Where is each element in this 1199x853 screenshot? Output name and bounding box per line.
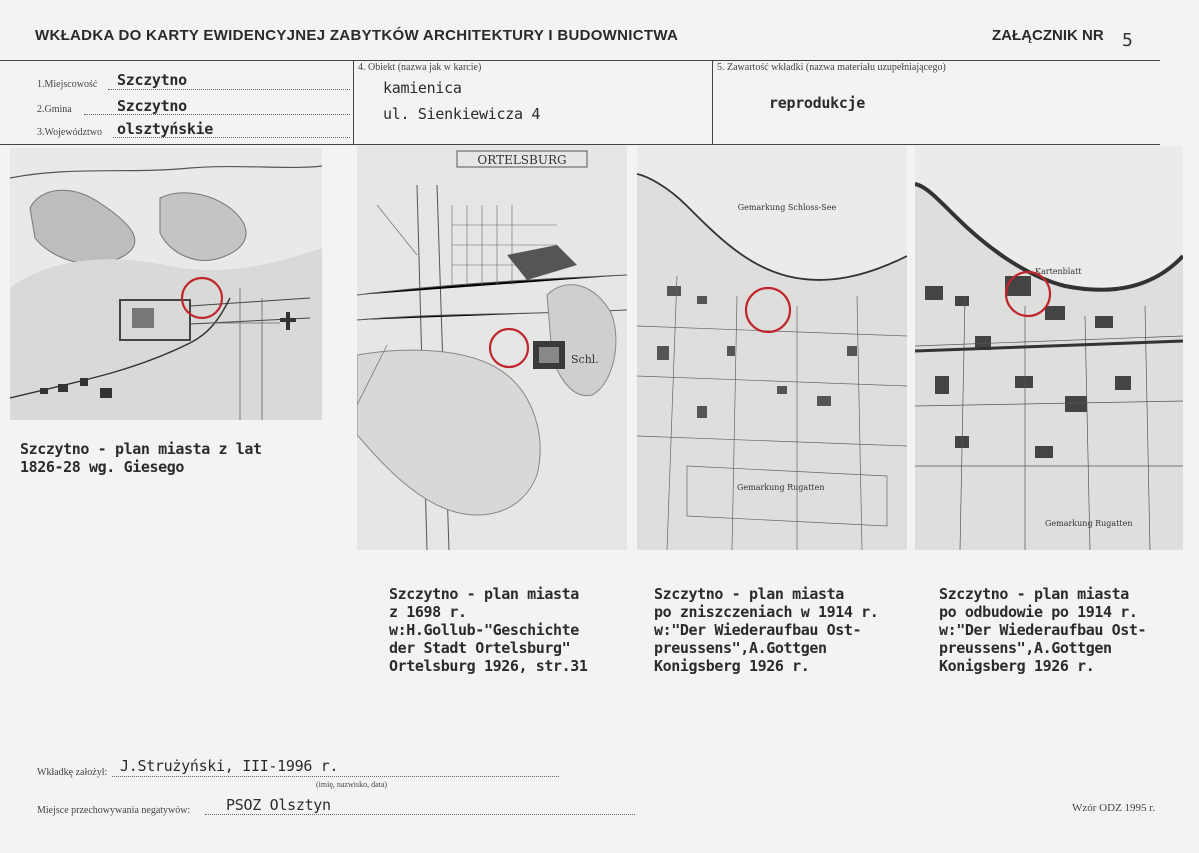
voivodeship-label: 3.Województwo (37, 127, 103, 138)
map-1914-destruction-title: Gemarkung Schloss-See (737, 203, 837, 212)
column-divider-1 (353, 60, 354, 144)
town-value: Szczytno (117, 71, 187, 89)
map-photo-1914-destruction (637, 146, 907, 550)
map-photo-1698 (357, 145, 627, 550)
author-value: J.Strużyński, III-1996 r. (120, 757, 339, 775)
author-hint: (imię, nazwisko, data) (316, 780, 388, 789)
map-1698-drawing (357, 145, 627, 550)
map-1698-title: ORTELSBURG (477, 153, 567, 167)
map-1914-destruction-bottom-label: Gemarkung Rugatten (737, 483, 825, 492)
map-1914-reconstruction-bottom-label: Gemarkung Rugatten (1045, 519, 1133, 528)
header-rule (0, 60, 1160, 61)
object-line-2: ul. Sienkiewicza 4 (383, 105, 541, 123)
column-divider-2 (712, 60, 713, 144)
map-1826-drawing (10, 148, 322, 420)
storage-value: PSOZ Olsztyn (226, 796, 331, 814)
voivodeship-value: olsztyńskie (117, 120, 214, 138)
storage-dotline (205, 814, 635, 815)
map-1914-destruction-drawing (637, 146, 907, 550)
caption-map-1914-reconstruction: Szczytno - plan miasta po odbudowie po 1914 r. w:"Der Wiederaufbau Ost- preussens",A.Gottgen Konigsberg 1926 r. (939, 585, 1147, 675)
caption-map-1914-destruction: Szczytno - plan miasta po zniszczeniach w 1914 r. w:"Der Wiederaufbau Ost- preussens",A.Gottgen Konigsberg 1926 r. (654, 585, 879, 675)
map-1914-reconstruction-drawing (915, 146, 1183, 550)
town-label: 1.Miejscowość (37, 79, 98, 90)
contents-label: 5. Zawartość wkładki (nazwa materiału uzupełniającego) (717, 62, 946, 73)
commune-label: 2.Gmina (37, 104, 72, 115)
town-dotline (108, 89, 350, 90)
map-1698-castle-label: Schl. (571, 353, 599, 366)
map-photo-1826 (10, 148, 322, 420)
object-line-1: kamienica (383, 79, 462, 97)
object-label: 4. Obiekt (nazwa jak w karcie) (358, 62, 482, 73)
map-1914-reconstruction-title: Kartenblatt (1035, 267, 1082, 276)
annex-number: 5 (1122, 30, 1133, 51)
author-dotline (112, 776, 559, 777)
form-version: Wzór ODZ 1995 r. (1072, 802, 1156, 814)
commune-value: Szczytno (117, 97, 187, 115)
storage-label: Miejsce przechowywania negatywów: (37, 805, 191, 816)
map-photo-1914-reconstruction (915, 146, 1183, 550)
contents-value: reprodukcje (769, 94, 866, 112)
author-label: Wkładkę założył: (37, 767, 108, 778)
caption-map-1698: Szczytno - plan miasta z 1698 r. w:H.Gollub-"Geschichte der Stadt Ortelsburg" Ortelsburg 1926, str.31 (389, 585, 588, 675)
caption-map-1826: Szczytno - plan miasta z lat 1826-28 wg. Giesego (20, 440, 262, 476)
annex-label: ZAŁĄCZNIK NR (992, 27, 1104, 44)
sheet-title: WKŁADKA DO KARTY EWIDENCYJNEJ ZABYTKÓW ARCHITEKTURY I BUDOWNICTWA (35, 27, 679, 44)
